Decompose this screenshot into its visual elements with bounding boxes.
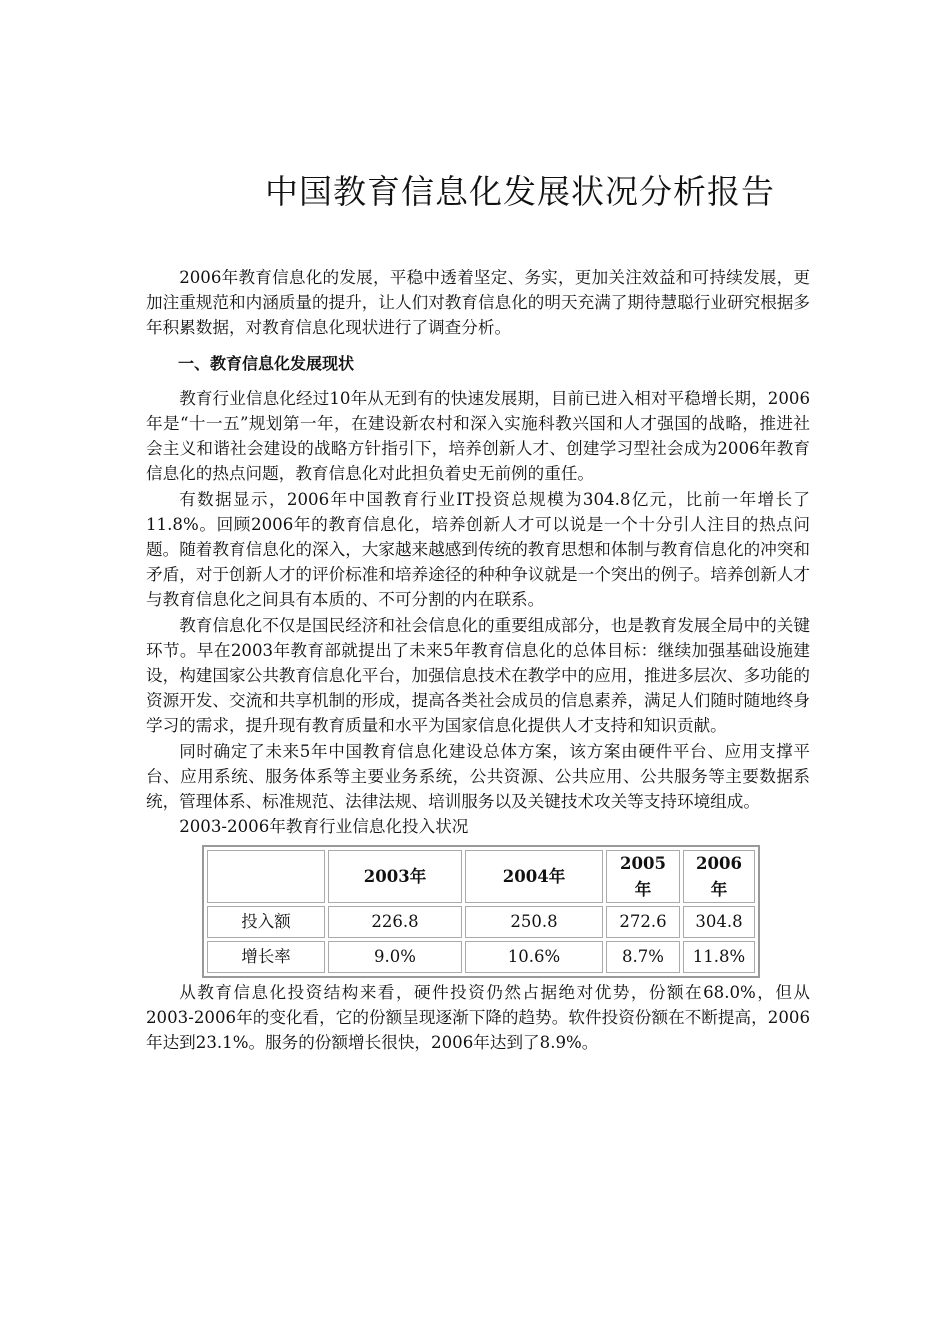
table-cell: 272.6 — [606, 906, 680, 938]
table-cell: 250.8 — [465, 906, 603, 938]
investment-table — [202, 845, 760, 977]
paragraph-2: 有数据显示，2006年中国教育行业IT投资总规模为304.8亿元，比前一年增长了11.8%。回顾2006年的教育信息化，培养创新人才可以说是一个十分引人注目的热点问题。随着教育信息化的深入，大家越来越感到传统的教育思想和体制与教育信息化的冲突和矛盾，对于创新人才的评价标准和培养途径的种种争议就是一个突出的例子。培养创新人才与教育信息化之间具有本质的、不可分割的内在联系。 — [146, 489, 810, 610]
table-header-cell: 2006年 — [683, 850, 755, 902]
paragraph-5: 从教育信息化投资结构来看，硬件投资仍然占据绝对优势，份额在68.0%，但从2003-2006年的变化看，它的份额呈现逐渐下降的趋势。软件投资份额在不断提高，2006年达到23.1%。服务的份额增长很快，2006年达到了8.9%。 — [146, 982, 810, 1053]
table-row — [207, 941, 755, 973]
table-header-row — [207, 850, 755, 902]
table-header-cell: 2004年 — [465, 850, 603, 902]
paragraph-3: 教育信息化不仅是国民经济和社会信息化的重要组成部分，也是教育发展全局中的关键环节。早在2003年教育部就提出了未来5年教育信息化的总体目标：继续加强基础设施建设，构建国家公共教育信息化平台，加强信息技术在教学中的应用，推进多层次、多功能的资源开发、交流和共享机制的形成，提高各类社会成员的信息素养，满足人们随时随地终身学习的需求，提升现有教育质量和水平为国家信息化提供人才支持和知识贡献。 — [146, 615, 810, 736]
table-caption: 2003-2006年教育行业信息化投入状况 — [179, 817, 469, 837]
table-header-cell — [207, 850, 325, 902]
table-header-cell: 2005年 — [606, 850, 680, 902]
table-cell: 304.8 — [683, 906, 755, 938]
table-row — [207, 906, 755, 938]
row-label: 增长率 — [207, 941, 325, 973]
document-title: 中国教育信息化发展状况分析报告 — [265, 172, 775, 211]
document-body — [146, 265, 810, 1055]
row-label: 投入额 — [207, 906, 325, 938]
paragraph-1: 教育行业信息化经过10年从无到有的快速发展期，目前已进入相对平稳增长期，2006年是“十一五”规划第一年，在建设新农村和深入实施科教兴国和人才强国的战略，推进社会主义和谐社会建设的战略方针指引下，培养创新人才、创建学习型社会成为2006年教育信息化的热点问题，教育信息化对此担负着史无前例的重任。 — [146, 388, 810, 484]
section-heading: 一、教育信息化发展现状 — [178, 353, 355, 373]
intro-paragraph: 2006年教育信息化的发展，平稳中透着坚定、务实，更加关注效益和可持续发展，更加注重规范和内涵质量的提升，让人们对教育信息化的明天充满了期待慧聪行业研究根据多年积累数据，对教育信息化现状进行了调查分析。 — [146, 268, 810, 338]
table-header-cell: 2003年 — [328, 850, 462, 902]
table-cell: 8.7% — [606, 941, 680, 973]
paragraph-4: 同时确定了未来5年中国教育信息化建设总体方案，该方案由硬件平台、应用支撑平台、应用系统、服务体系等主要业务系统，公共资源、公共应用、公共服务等主要数据系统，管理体系、标准规范、法律法规、培训服务以及关键技术攻关等支持环境组成。 — [146, 741, 810, 812]
table-cell: 10.6% — [465, 941, 603, 973]
table-cell: 9.0% — [328, 941, 462, 973]
table-cell: 226.8 — [328, 906, 462, 938]
table-cell: 11.8% — [683, 941, 755, 973]
